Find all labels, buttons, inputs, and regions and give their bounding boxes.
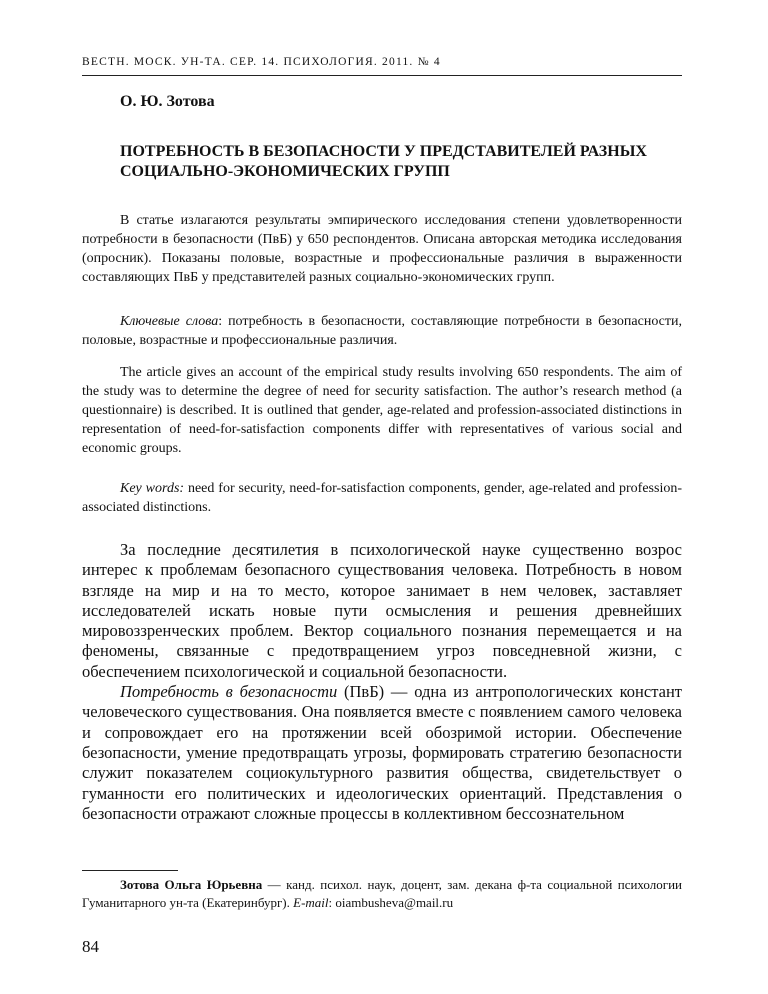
footnote-divider <box>82 870 178 871</box>
body-paragraph-2-text: (ПвБ) — одна из антропологических констант человеческого существования. Она появляется вместе с появлением самого человека и сопровождает его на протяжении всей обозримой истории. Обеспечение безопасности, умение предотвращать угрозы, формировать стратегию безопасности служит показателем социокультурного развития общества, свидетельствует о гуманности его политических и идеологических ориентаций. Представления о безопасности отражают сложные процессы в коллективном бессознательном <box>82 682 682 823</box>
footnote-author-details: — канд. психол. наук, доцент, зам. декана ф-та социальной психологии Гуманитарного ун-та (Екатеринбург). <box>82 877 682 910</box>
body-paragraph-1: За последние десятилетия в психологической науке существенно возрос интерес к проблемам безопасного существования человека. Потребность в новом взгляде на мир и на то место, которое занимает в нем человек, заставляет исследователей искать новые пути осмысления и решения древнейших мировоззренческих проблем. Вектор социального познания перемещается и на феномены, связанные с предотвращением угроз повседневной жизни, с обеспечением психологической и социальной безопасности. <box>82 540 682 681</box>
abstract-russian <box>82 211 682 287</box>
header-divider <box>82 75 682 76</box>
footnote-email-label: E-mail <box>293 895 329 910</box>
article-body <box>82 540 682 824</box>
body-paragraph-2-term: Потребность в безопасности <box>120 682 338 702</box>
abstract-english <box>82 363 682 458</box>
keywords-russian-text: : потребность в безопасности, составляющие потребности в безопасности, половые, возрастные и профессиональные различия. <box>82 314 682 348</box>
article-title: ПОТРЕБНОСТЬ В БЕЗОПАСНОСТИ У ПРЕДСТАВИТЕЛЕЙ РАЗНЫХ СОЦИАЛЬНО-ЭКОНОМИЧЕСКИХ ГРУПП <box>120 143 647 180</box>
abstract-russian-text: В статье излагаются результаты эмпирического исследования степени удовлетворенности потребности в безопасности (ПвБ) у 650 респондентов. Описана авторская методика исследования (опросник). Показаны половые, возрастные и профессиональные различия в выраженности составляющих ПвБ у представителей разных социально-экономических групп. <box>82 213 682 285</box>
author-name: О. Ю. Зотова <box>120 93 215 110</box>
footnote-author-name: Зотова Ольга Юрьевна <box>120 877 263 892</box>
footnote-email: : oiambusheva@mail.ru <box>328 895 454 910</box>
keywords-russian <box>82 312 682 350</box>
keywords-english <box>82 479 682 517</box>
keywords-english-label: Key words: <box>120 481 185 496</box>
author-footnote <box>82 876 682 912</box>
body-paragraph-2 <box>82 682 682 824</box>
keywords-english-text: need for security, need-for-satisfaction components, gender, age-related and profession-associated distinctions. <box>82 481 682 515</box>
page-number: 84 <box>82 937 99 956</box>
running-header: ВЕСТН. МОСК. УН-ТА. СЕР. 14. ПСИХОЛОГИЯ. 2011. № 4 <box>82 56 441 68</box>
keywords-russian-label: Ключевые слова <box>120 314 219 329</box>
abstract-english-text: The article gives an account of the empirical study results involving 650 respondents. The aim of the study was to determine the degree of need for security satisfaction. The author’s research method (a questionnaire) is described. It is outlined that gender, age-related and profession-associated distinctions in representation of need-for-satisfaction components differ with representatives of various social and economic groups. <box>82 365 682 456</box>
